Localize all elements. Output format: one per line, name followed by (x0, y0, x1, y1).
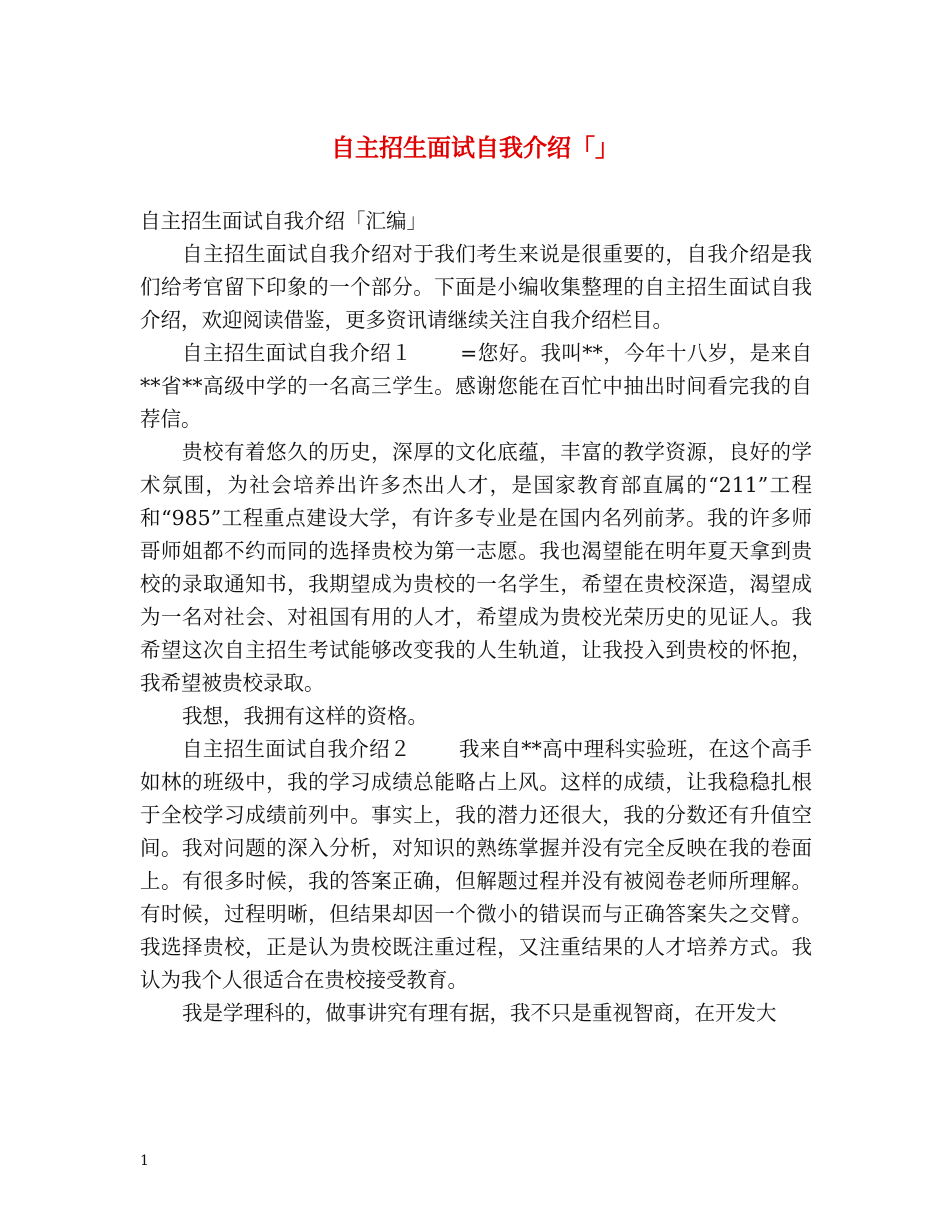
paragraph-text: =您好。我叫**，今年十八岁，是来自**省**高级中学的一名高三学生。感谢您能在百忙中抽出时间看完我的自荐信。 (140, 341, 812, 431)
paragraph (140, 337, 812, 436)
paragraph: 我是学理科的，做事讲究有理有据，我不只是重视智商，在开发大 (182, 1001, 777, 1025)
paragraph-text: 我来自**高中理科实验班，在这个高手如林的班级中，我的学习成绩总能略占上风。这样的成绩，让我稳稳扎根于全校学习成绩前列中。事实上，我的潜力还很大，我的分数还有升值空间。我对问题的深入分析，对知识的熟练掌握并没有完全反映在我的卷面上。有很多时候，我的答案正确，但解题过程并没有被阅卷老师所理解。有时候，过程明晰，但结果却因一个微小的错误而与正确答案失之交臂。我选择贵校，正是认为贵校既注重过程，又注重结果的人才培养方式。我认为我个人很适合在贵校接受教育。 (140, 737, 813, 992)
document-body (140, 205, 812, 1030)
paragraph: 贵校有着悠久的历史，深厚的文化底蕴，丰富的教学资源，良好的学术氛围，为社会培养出许多杰出人才，是国家教育部直属的“211”工程和“985”工程重点建设大学，有许多专业是在国内名列前茅。我的许多师哥师姐都不约而同的选择贵校为第一志愿。我也渴望能在明年夏天拿到贵校的录取通知书，我期望成为贵校的一名学生，希望在贵校深造，渴望成为一名对社会、对祖国有用的人才，希望成为贵校光荣历史的见证人。我希望这次自主招生考试能够改变我的人生轨道，让我投入到贵校的怀抱，我希望被贵校录取。 (140, 440, 812, 695)
section-heading: 自主招生面试自我介绍２ (182, 737, 411, 761)
page-number: 1 (140, 1153, 149, 1169)
paragraph: 我想，我拥有这样的资格。 (182, 704, 428, 728)
section-heading: 自主招生面试自我介绍１ (182, 341, 413, 365)
paragraph: 自主招生面试自我介绍对于我们考生来说是很重要的，自我介绍是我们给考官留下印象的一个部分。下面是小编收集整理的自主招生面试自我介绍，欢迎阅读借鉴，更多资讯请继续关注自我介绍栏目。 (140, 242, 812, 332)
paragraph (140, 733, 812, 997)
document-title: 自主招生面试自我介绍「」 (331, 133, 619, 162)
document-subtitle: 自主招生面试自我介绍「汇编」 (140, 209, 427, 233)
